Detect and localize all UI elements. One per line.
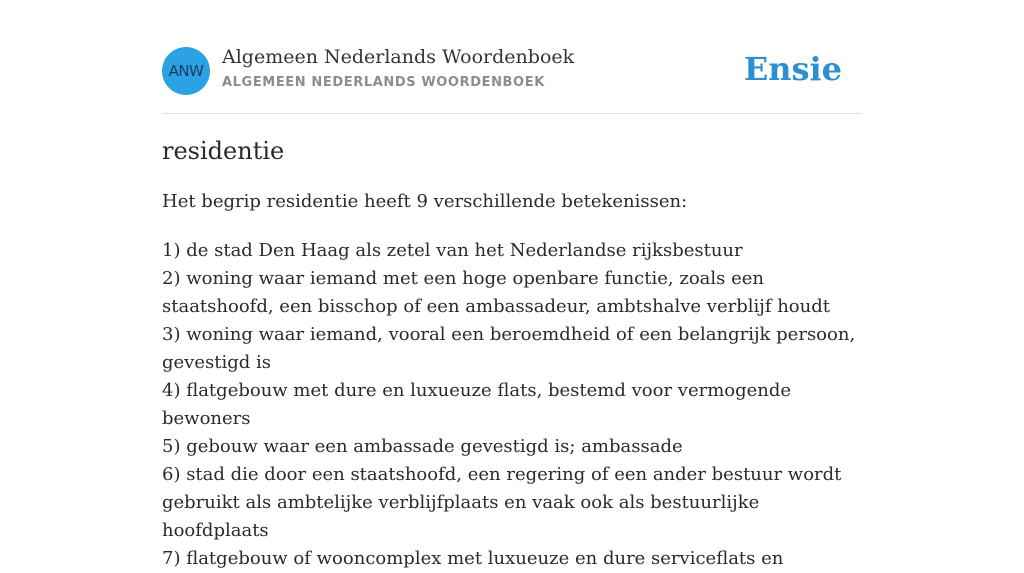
source-title[interactable]: Algemeen Nederlands Woordenboek xyxy=(222,46,575,68)
definition-item: 1) de stad Den Haag als zetel van het Nederlandse rijksbestuur xyxy=(162,240,743,261)
header-divider xyxy=(162,113,862,114)
definition-item: 3) woning waar iemand, vooral een beroemdheid of een belangrijk persoon, gevestigd is xyxy=(162,324,856,373)
source-logo[interactable] xyxy=(162,47,210,95)
definition-item: 7) flatgebouw of wooncomplex met luxueuze en dure serviceflats en xyxy=(162,548,784,569)
definition-list xyxy=(162,237,862,573)
definition-intro: Het begrip residentie heeft 9 verschillende betekenissen: xyxy=(162,191,688,212)
source-subtitle: ALGEMEEN NEDERLANDS WOORDENBOEK xyxy=(222,75,545,90)
definition-item: 2) woning waar iemand met een hoge openbare functie, zoals een staatshoofd, een bisschop of een ambassadeur, ambtshalve verblijf houdt xyxy=(162,268,830,317)
definition-item: 5) gebouw waar een ambassade gevestigd is; ambassade xyxy=(162,436,683,457)
definition-item: 4) flatgebouw met dure en luxueuze flats, bestemd voor vermogende bewoners xyxy=(162,380,792,429)
source-header xyxy=(162,46,862,96)
term-title: residentie xyxy=(162,137,285,165)
definition-item: 6) stad die door een staatshoofd, een regering of een ander bestuur wordt gebruikt als ambtelijke verblijfplaats en vaak ook als bestuurlijke hoofdplaats xyxy=(162,464,842,541)
logo-text: ANW xyxy=(168,62,204,80)
brand-logo[interactable]: Ensie xyxy=(743,50,842,88)
